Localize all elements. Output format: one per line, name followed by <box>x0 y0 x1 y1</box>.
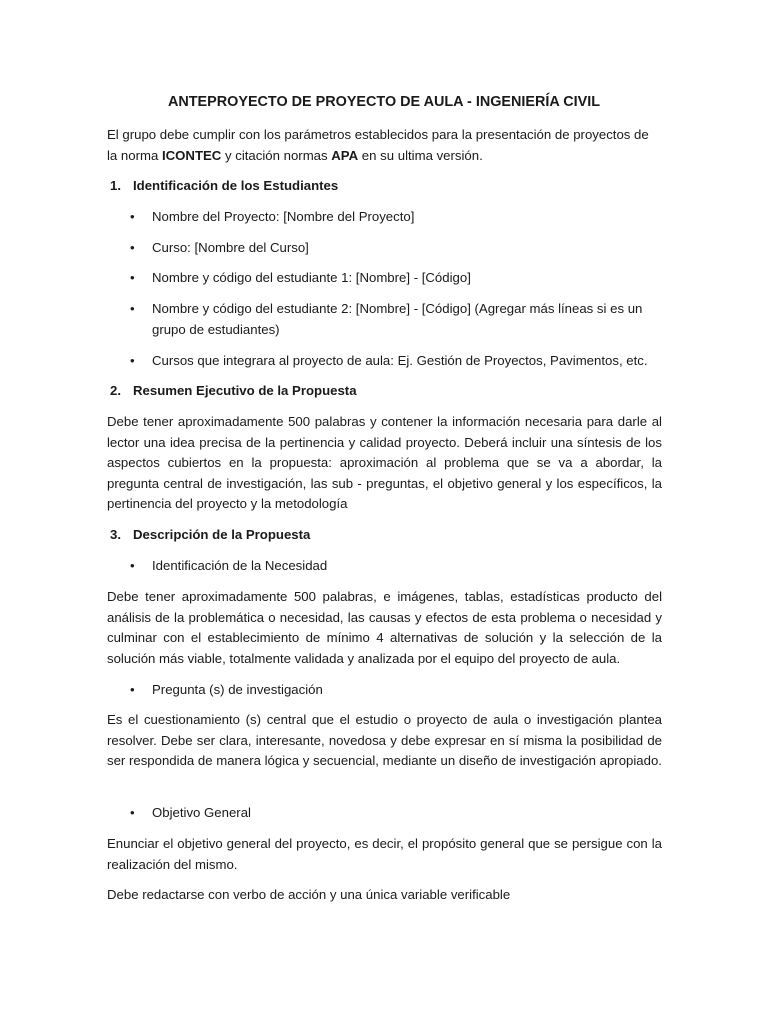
list-item: • Curso: [Nombre del Curso] <box>130 238 662 259</box>
list-item: • Nombre y código del estudiante 1: [Nombre] - [Código] <box>130 268 662 289</box>
list-item: • Objetivo General <box>130 803 662 824</box>
list-item: • Nombre y código del estudiante 2: [Nombre] - [Código] (Agregar más líneas si es un grupo de estudiantes) <box>130 301 643 337</box>
list-item: • Cursos que integrara al proyecto de aula: Ej. Gestión de Proyectos, Pavimentos, etc. <box>130 351 662 372</box>
bullet-icon: • <box>130 682 135 697</box>
apa-bold: APA <box>331 147 359 163</box>
bullet-icon: • <box>130 353 135 368</box>
section-2-heading: 2. Resumen Ejecutivo de la Propuesta <box>110 383 357 398</box>
document-title: ANTEPROYECTO DE PROYECTO DE AULA - INGENIERÍA CIVIL <box>167 94 601 110</box>
objective-paragraph: Enunciar el objetivo general del proyecto, es decir, el propósito general que se persigue con la realización del mismo. <box>107 836 662 872</box>
question-paragraph: Es el cuestionamiento (s) central que el estudio o proyecto de aula o investigación plantea resolver. Debe ser clara, interesante, novedosa y debe expresar en sí misma la posibilidad de ser respondida de manera lógica y secuencial, mediante un diseño de investigación apropiado. <box>107 712 662 769</box>
bullet-icon: • <box>130 805 135 820</box>
section-3-heading: 3. Descripción de la Propuesta <box>110 527 311 542</box>
section-1-heading: 1. Identificación de los Estudiantes <box>110 178 339 193</box>
bullet-icon: • <box>130 270 135 285</box>
icontec-bold: ICONTEC <box>161 147 222 163</box>
bullet-icon: • <box>130 240 135 255</box>
summary-paragraph: Debe tener aproximadamente 500 palabras y contener la información necesaria para darle al lector una idea precisa de la pertinencia y calidad proyecto. Deberá incluir una síntesis de los aspectos cubiertos en la propuesta: aproximación al problema que se va a abordar, la pregunta central de investigación, las sub - preguntas, el objetivo general y los específicos, la pertinencia del proyecto y la metodología <box>107 414 662 512</box>
objective-note: Debe redactarse con verbo de acción y una única variable verificable <box>107 887 511 902</box>
bullet-icon: • <box>130 209 135 224</box>
bullet-icon: • <box>130 301 135 316</box>
intro-paragraph: El grupo debe cumplir con los parámetros establecidos para la presentación de proyectos de la norma ICONTEC y citación normas APA en su ultima versión. <box>107 127 649 163</box>
need-paragraph: Debe tener aproximadamente 500 palabras, e imágenes, tablas, estadísticas producto del análisis de la problemática o necesidad, las causas y efectos de esta problema o necesidad y culminar con el establecimiento de mínimo 4 alternativas de solución y la selección de la solución más viable, totalmente validada y analizada por el equipo del proyecto de aula. <box>107 589 662 666</box>
list-item: • Nombre del Proyecto: [Nombre del Proyecto] <box>130 207 662 228</box>
bullet-icon: • <box>130 558 135 573</box>
list-item: • Pregunta (s) de investigación <box>130 680 662 701</box>
list-item: • Identificación de la Necesidad <box>130 556 662 577</box>
